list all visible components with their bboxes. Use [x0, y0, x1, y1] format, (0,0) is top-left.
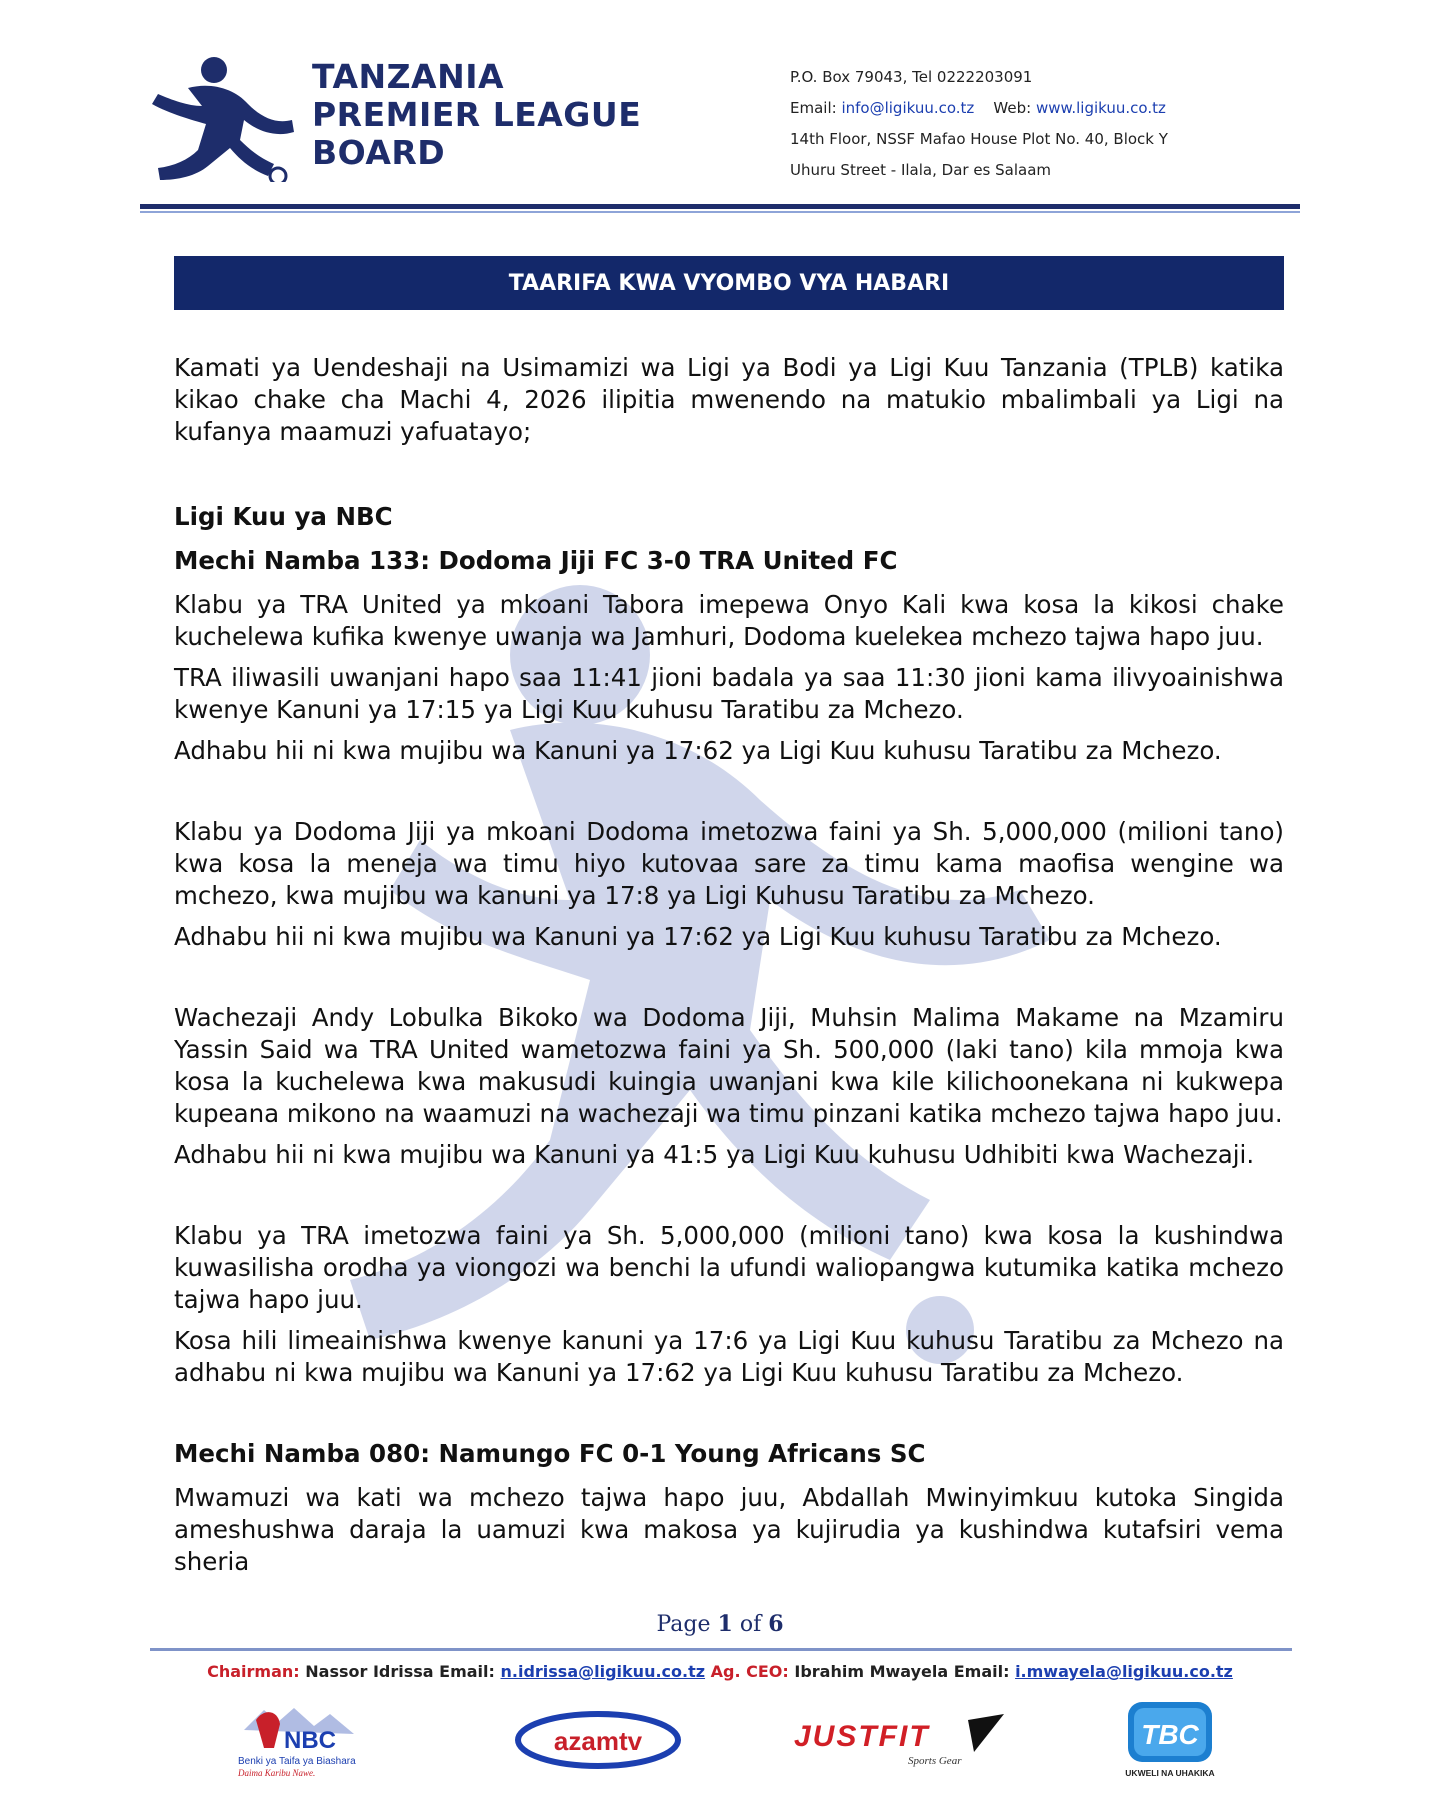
- document-body: [174, 352, 1284, 1587]
- chairman-email-link[interactable]: n.idrissa@ligikuu.co.tz: [500, 1662, 706, 1681]
- paragraph-6: Wachezaji Andy Lobulka Bikoko wa Dodoma Jiji, Muhsin Malima Makame na Mzamiru Yassin Said wa TRA United wametozwa faini ya Sh. 500,000 (laki tano) kila mmoja kwa kosa la kuchelewa kwa makusudi kuingia uwanjani kwa kile kilichoonekana ni kukwepa kupeana mikono na waamuzi na wachezaji wa timu pinzani katika mchezo tajwa hapo juu.: [174, 1003, 1284, 1128]
- page-label: Page: [656, 1612, 711, 1637]
- paragraph-2: TRA iliwasili uwanjani hapo saa 11:41 jioni badala ya saa 11:30 jioni kama ilivyoainishwa kwenye Kanuni ya 17:15 ya Ligi Kuu kuhusu Taratibu za Mchezo.: [174, 663, 1284, 724]
- ceo-name: Ibrahim Mwayela Email:: [794, 1662, 1010, 1681]
- page-total: 6: [768, 1611, 784, 1637]
- match-080-heading: Mechi Namba 080: Namungo FC 0-1 Young Africans SC: [174, 1439, 926, 1468]
- logo-line-2: PREMIER LEAGUE: [312, 95, 642, 134]
- nbc-slogan: Daima Karibu Nawe.: [238, 1768, 316, 1778]
- spacer: [174, 457, 1284, 501]
- logo-line-1: TANZANIA: [312, 57, 505, 96]
- email-link[interactable]: info@ligikuu.co.tz: [841, 99, 975, 117]
- ceo-email-link[interactable]: i.mwayela@ligikuu.co.tz: [1015, 1662, 1233, 1681]
- paragraph-4: Klabu ya Dodoma Jiji ya mkoani Dodoma imetozwa faini ya Sh. 5,000,000 (milioni tano) kwa kosa la meneja wa timu hiyo kutovaa sare za timu kama maofisa wengine wa mchezo, kwa mujibu wa kanuni ya 17:8 ya Ligi Kuhusu Taratibu za Mchezo.: [174, 817, 1284, 910]
- league-heading: Ligi Kuu ya NBC: [174, 502, 393, 531]
- match-133-heading: Mechi Namba 133: Dodoma Jiji FC 3-0 TRA United FC: [174, 546, 898, 575]
- justfit-name: JUSTFIT: [794, 1720, 930, 1753]
- league-logo-player-icon: [148, 54, 296, 182]
- footer-contacts: [0, 1662, 1440, 1681]
- page-number: [0, 1611, 1440, 1637]
- web-label: Web:: [993, 99, 1032, 117]
- page-of: of: [739, 1612, 762, 1637]
- spacer: [174, 1398, 1284, 1438]
- nbc-name: NBC: [284, 1727, 336, 1754]
- spacer: [174, 1180, 1284, 1220]
- header-divider-thin: [140, 211, 1300, 213]
- header-divider: [140, 204, 1300, 209]
- contact-block: [790, 62, 1168, 186]
- logo-line-3: BOARD: [312, 133, 446, 172]
- tbc-name: TBC: [1141, 1719, 1199, 1750]
- nbc-tagline: Benki ya Taifa ya Biashara: [238, 1756, 356, 1767]
- paragraph-10: Mwamuzi wa kati wa mchezo tajwa hapo juu, Abdallah Mwinyimkuu kutoka Singida ameshushwa daraja la uamuzi kwa makosa ya kujirudia ya kushindwa kutafsiri vema sheria: [174, 1483, 1284, 1576]
- paragraph-5: Adhabu hii ni kwa mujibu wa Kanuni ya 17:62 ya Ligi Kuu kuhusu Taratibu za Mchezo.: [174, 922, 1222, 951]
- paragraph-3: Adhabu hii ni kwa mujibu wa Kanuni ya 17:62 ya Ligi Kuu kuhusu Taratibu za Mchezo.: [174, 736, 1222, 765]
- paragraph-7: Adhabu hii ni kwa mujibu wa Kanuni ya 41:5 ya Ligi Kuu kuhusu Udhibiti kwa Wachezaji.: [174, 1140, 1255, 1169]
- paragraph-9: Kosa hili limeainishwa kwenye kanuni ya 17:6 ya Ligi Kuu kuhusu Taratibu za Mchezo na adhabu ni kwa mujibu wa Kanuni ya 17:62 ya Ligi Kuu kuhusu Taratibu za Mchezo.: [174, 1326, 1284, 1387]
- address-line: P.O. Box 79043, Tel 0222203091: [790, 68, 1033, 86]
- page-current: 1: [717, 1611, 733, 1637]
- paragraph-1: Klabu ya TRA United ya mkoani Tabora imepewa Onyo Kali kwa kosa la kikosi chake kuchelewa kufika kwenye uwanja wa Jamhuri, Dodoma kuelekea mchezo tajwa hapo juu.: [174, 590, 1284, 651]
- ceo-label: Ag. CEO:: [710, 1662, 789, 1681]
- intro-paragraph: Kamati ya Uendeshaji na Usimamizi wa Ligi ya Bodi ya Ligi Kuu Tanzania (TPLB) katika kikao chake cha Machi 4, 2026 ilipitia mwenendo na matukio mbalimbali ya Ligi na kufanya maamuzi yafuatayo;: [174, 353, 1284, 446]
- email-web-line: [790, 93, 1168, 124]
- tbc-tagline: UKWELI NA UHAKIKA: [1125, 1768, 1215, 1778]
- spacer: [174, 962, 1284, 1002]
- floor-line: 14th Floor, NSSF Mafao House Plot No. 40, Block Y: [790, 130, 1168, 148]
- azamtv-logo: [514, 1700, 682, 1780]
- spacer: [174, 776, 1284, 816]
- press-release-banner: TAARIFA KWA VYOMBO VYA HABARI: [174, 256, 1284, 310]
- nbc-logo: [234, 1700, 366, 1780]
- street-line: Uhuru Street - Ilala, Dar es Salaam: [790, 161, 1052, 179]
- justfit-logo: [790, 1700, 1010, 1780]
- footer-divider: [150, 1648, 1292, 1651]
- azamtv-name: azamtv: [553, 1726, 643, 1756]
- chairman-name: Nassor Idrissa Email:: [305, 1662, 495, 1681]
- league-logo-text: [312, 58, 641, 172]
- email-label: Email:: [790, 99, 837, 117]
- web-link[interactable]: www.ligikuu.co.tz: [1035, 99, 1166, 117]
- chairman-label: Chairman:: [207, 1662, 300, 1681]
- tbc-logo: [1118, 1700, 1222, 1780]
- paragraph-8: Klabu ya TRA imetozwa faini ya Sh. 5,000,000 (milioni tano) kwa kosa la kushindwa kuwasilisha orodha ya viongozi wa benchi la ufundi waliopangwa kutumika katika mchezo tajwa hapo juu.: [174, 1221, 1284, 1314]
- justfit-tagline: Sports Gear: [908, 1755, 962, 1767]
